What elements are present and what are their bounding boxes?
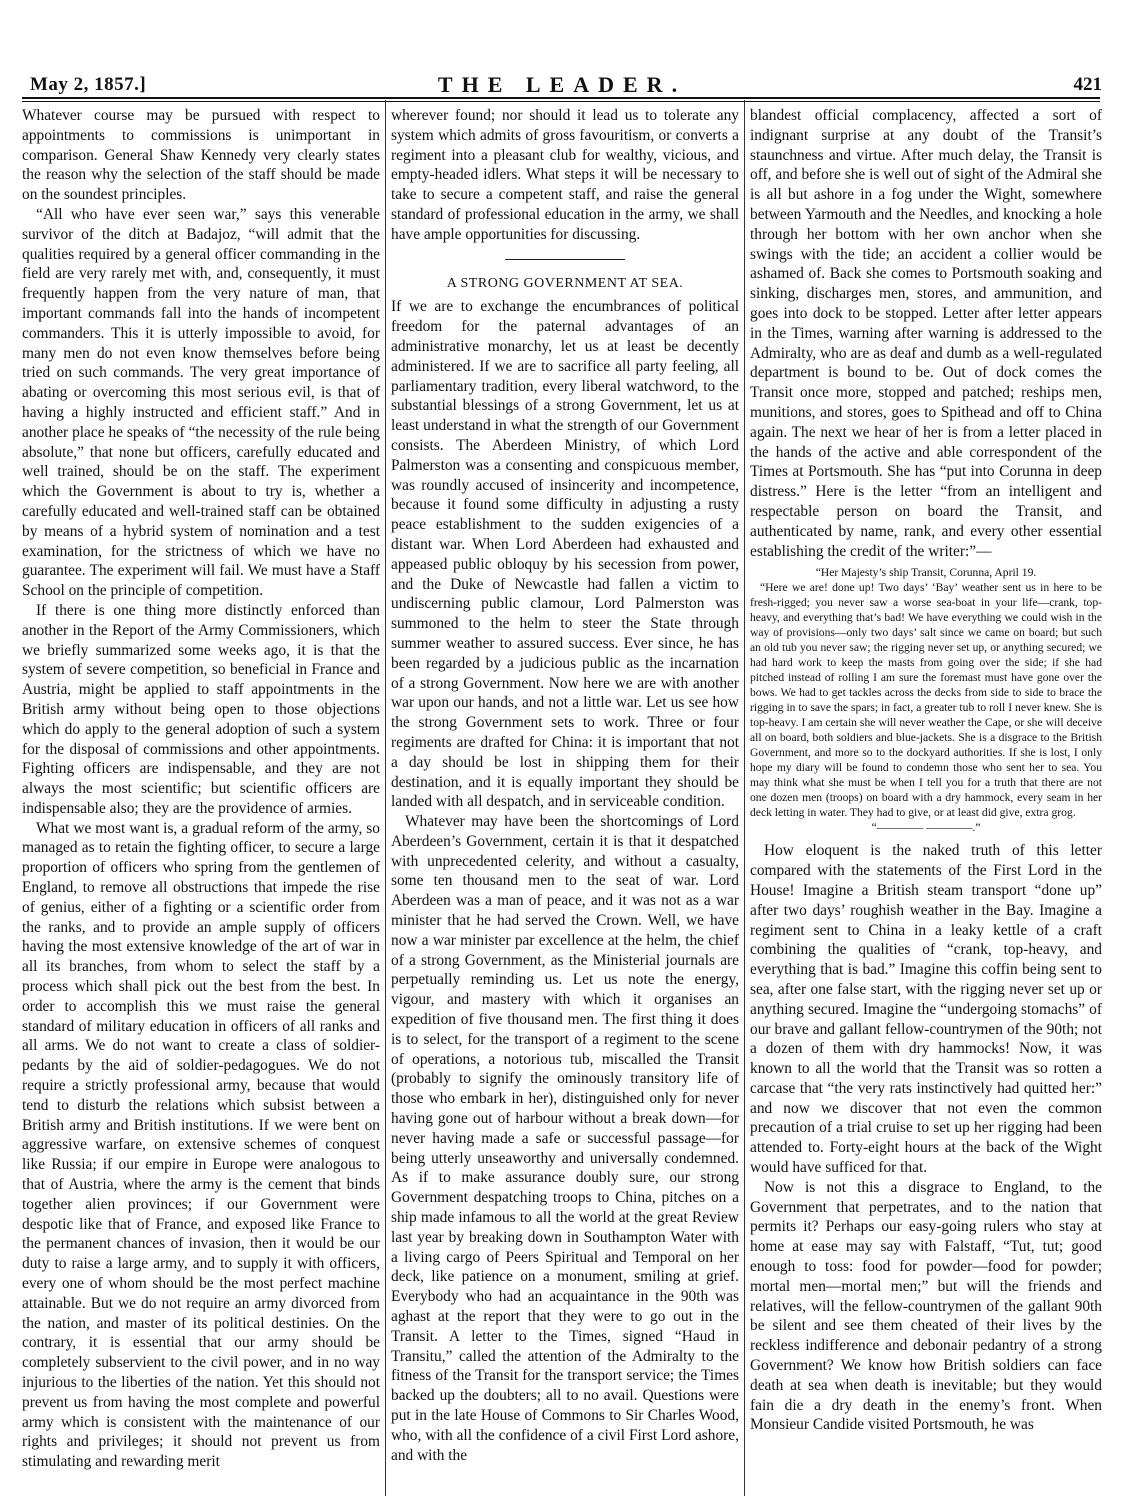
issue-date: May 2, 1857.] [30,74,147,95]
letter-body: “Here we are! done up! Two days’ ‘Bay’ weather sent us in here to be fresh-rigged; you never saw a worse sea-boat in your life—crank, top-heavy, and everything that’s bad! We have everything we could wish in the way of provisions—only two days’ salt since we came on board; but such an old tub you never saw; the rigging never set up, or anything secured; we had hard work to keep the masts from going over the side; if she had pitched instead of rolling I am sure the foremast must have gone over the bows. We had to get tackles across the decks from side to side to brace the rigging in to save the spars; in fact, a greater tub to roll I never knew. She is top-heavy. I am certain she will never weather the Cape, or she will deceive all on board, both soldiers and blue-jackets. She is a disgrace to the British Government, and more so to the dockyard authorities. If she is lost, I only hope my diary will be found to condemn those who sent her to sea. You may think what she must be when I tell you for a truth that there are not one dozen men (troops) on board with a dry hammock, every seam in her deck letting in water. They had to give, or at least did give, extra grog. [750,581,1102,820]
column-3 [750,106,1102,1496]
paragraph: Now is not this a disgrace to England, to the Government that perpetrates, and to the nation that permits it? Perhaps our easy-going rulers who stay at home at ease may say with Falstaff, “Tut, tut; good enough to toss: food for powder—food for powder; mortal men—mortal men;” but will the friends and relatives, will the fellow-countrymen of the gallant 90th be silent and see them cheated of their lives by the reckless indifference and debonair pedantry of a strong Government? We know how British soldiers can face death at sea when death is inevitable; but they would fain die a dry death in the enemy’s front. When Monsieur Candide visited Portsmouth, he was [750,1178,1102,1434]
column-divider-2 [744,100,745,1496]
paragraph: blandest official complacency, affected a sort of indignant surprise at any doubt of the Transit’s staunchness and virtue. After much delay, the Transit is off, and before she is well out of sight of the Admiral she is all but ashore in a fog under the Wight, somewhere between Yarmouth and the Needles, and knocking a hole through her bottom with her own anchor when she swings with the tide; an accident a collier would be ashamed of. Back she comes to Portsmouth soaking and sinking, discharges men, stores, and ammunition, and goes into dock to be stopped. Letter after letter appears in the Times, warning after warning is addressed to the Admiralty, who are as deaf and dumb as a well-regulated department is bound to be. Out of dock comes the Transit once more, stopped and patched; reships men, munitions, and stores, goes to Spithead and off to China again. The next we hear of her is from a letter placed in the hands of the active and able correspondent of the Times at Portsmouth. She has “put into Corunna in deep distress.” Here is the letter “from an intelligent and respectable person on board the Transit, and authenticated by name, rank, and every other essential establishing the credit of the writer:”— [750,107,1102,560]
article-heading: A STRONG GOVERNMENT AT SEA. [446,275,684,291]
page-number: 421 [1073,74,1102,95]
paragraph: wherever found; nor should it lead us to tolerate any system which admits of gross favouritism, or converts a regiment into a pleasant club for wealthy, vicious, and empty-headed idlers. What steps it will be necessary to take to secure a competent staff, and raise the general standard of professional education in the army, we shall have ample opportunities for discussing. [391,107,739,243]
letter-dateline: “Her Majesty’s ship Transit, Corunna, April 19. [815,566,1037,580]
column-1 [22,106,380,1496]
column-2 [391,106,739,1496]
masthead-rule-bottom [22,101,1100,102]
paragraph: Whatever may have been the shortcomings of Lord Aberdeen’s Government, certain it is that it despatched with unprecedented celerity, and without a casualty, some ten thousand men to the seat of war. Lord Aberdeen was a man of peace, and it was not as a war minister that he had served the Crown. Well, we have now a war minister par excellence at the helm, the chief of a strong Government, as the Ministerial journals are perpetually reminding us. Let us note the energy, vigour, and mastery with which it organises an expedition of five thousand men. The first thing it does is to select, for the transport of a regiment to the scene of operations, a notorious tub, miscalled the Transit (probably to signify the ominously transitory life of those who embark in her), distinguished only for never having gone out of harbour without a break down—for never having made a safe or successful passage—for being utterly unseaworthy and universally condemned. As if to make assurance doubly sure, our strong Government despatching troops to China, pitches on a ship made infamous to all the world at the great Review last year by breaking down in Southampton Water with a living cargo of Peers Spiritual and Temporal on her deck, like patience on a monument, smiling at grief. Everybody who had an acquaintance in the 90th was aghast at the report that they were to go out in the Transit. A letter to the Times, signed “Haud in Transitu,” called the attention of the Admiralty to the fitness of the Transit for the transport service; the Times backed up the doubters; all to no avail. Questions were put in the late House of Commons to Sir Charles Wood, who, with all the confidence of a civil First Lord ashore, and with the [391,813,739,1464]
paragraph: If we are to exchange the encumbrances of political freedom for the paternal advantages of an administrative monarchy, let us at least be decently administered. If we are to sacrifice all party feeling, all parliamentary tradition, every liberal watchword, to the substantial blessings of a strong Government, let us at least understand in what the strength of our Government consists. The Aberdeen Ministry, of which Lord Palmerston was a consenting and conspicuous member, was roundly accused of insincerity and incompetence, because it found some difficulty in adjusting a rusty peace establishment to the sudden exigencies of a distant war. When Lord Aberdeen had exhausted and appeased public obloquy by his secession from power, and the Duke of Newcastle had fallen a victim to undiscerning public clamour, Lord Palmerston was summoned to the helm to steer the State through summer weather to assured success. Ever since, he has been regarded by a judicious public as the incarnation of a strong Government. Now here we are with another war upon our hands, and not a little war. Let us see how the strong Government sets to work. Three or four regiments are drafted for China: it is important that not a day should be lost in shipping them for their destination, and it is equally important they should be landed with all despatch, and in serviceable condition. [391,298,739,811]
paragraph: What we most want is, a gradual reform of the army, so managed as to retain the fighting officer, to secure a large proportion of officers who spring from the gentlemen of England, to remove all obstructions that impede the rise of genius, either of a fighting or a scientific order from the ranks, and to provide an ample supply of officers having the most extensive knowledge of the art of war in all its branches, from whom to select the staff by a process which shall pick out the best from the best. In order to accomplish this we must raise the general standard of military education in officers of all ranks and all arms. We do not want to create a class of soldier-pedants by the aid of soldier-pedagogues. We do not require a strictly professional army, because that would tend to disturb the relations which subsist between a British army and British institutions. If we were bent on aggressive warfare, on extensive schemes of conquest like Russia; if our empire in Europe were analogous to that of Austria, where the army is the cement that binds together alien provinces; if our Government were despotic like that of France, and exposed like France to the permanent chances of invasion, then it would be our duty to raise a large army, and to supply it with officers, every one of whom should be the most perfect machine attainable. But we do not require an army divorced from the nation, and master of its political destinies. On the contrary, it is essential that our army should be completely subservient to the civil power, and in no way injurious to the liberties of the nation. Yet this should not prevent us from having the most complete and powerful army which is consistent with the maintenance of our rights and privileges; it should not prevent us from stimulating and rewarding merit [22,819,380,1471]
masthead-rule-top [22,97,1100,99]
letter-signature: “———— ————.” [871,821,981,835]
column-divider-1 [385,100,386,1496]
newspaper-title: THE LEADER. [437,72,687,97]
masthead [22,68,1102,98]
section-divider [505,259,625,260]
quoted-letter [750,565,1102,835]
paragraph: Whatever course may be pursued with respect to appointments to commissions is unimportant in comparison. General Shaw Kennedy very clearly states the reason why the selection of the staff should be made on the soundest principles. [22,107,380,204]
paragraph: “All who have ever seen war,” says this venerable survivor of the ditch at Badajoz, “will admit that the qualities required by a general officer commanding in the field are very rarely met with, and, consequently, it must frequently happen from the very nature of man, that important commands fall into the hands of incompetent commanders. This it is utterly impossible to avoid, for many men do not even know themselves before being tried on such commands. The very great importance of abating or overcoming this most serious evil, is that of having a highly instructed and efficient staff.” And in another place he speaks of “the necessity of the rule being absolute,” that none but officers, carefully educated and well trained, should be on the staff. The experiment which the Government is about to try is, whether a carefully educated and well-trained staff can be obtained by means of a hybrid system of nomination and a test examination, for the strictness of which we have no guarantee. The experiment will fail. We must have a Staff School on the principle of competition. [22,205,380,600]
paragraph: If there is one thing more distinctly enforced than another in the Report of the Army Commissioners, which we briefly summarized some weeks ago, it is that the system of severe competition, so beneficial in France and Austria, might be applied to staff appointments in the British army without being open to those objections which do apply to the general adoption of such a system for the disposal of commissions and other appointments. Fighting officers are indispensable, and they are not always the most scientific; but scientific officers are indispensable also; they are the providence of armies. [22,601,380,817]
paragraph: How eloquent is the naked truth of this letter compared with the statements of the First Lord in the House! Imagine a British steam transport “done up” after two days’ roughish weather in the Bay. Imagine a regiment sent to China in a leaky kettle of a craft combining the qualities of “crank, top-heavy, and everything that is bad.” Imagine this coffin being sent to sea, after one false start, with the rigging never set up or anything secured. Imagine the “undergoing stomachs” of our brave and gallant fellow-countrymen of the 90th; not a dozen of them with dry hammocks! Now, it was known to all the world that the Transit was so rotten a carcase that “the very rats instinctively had quitted her:” and now we discover that not even the common precaution of a trial cruise to set up her rigging had been attended to. Forty-eight hours at the back of the Wight would have sufficed for that. [750,842,1102,1177]
